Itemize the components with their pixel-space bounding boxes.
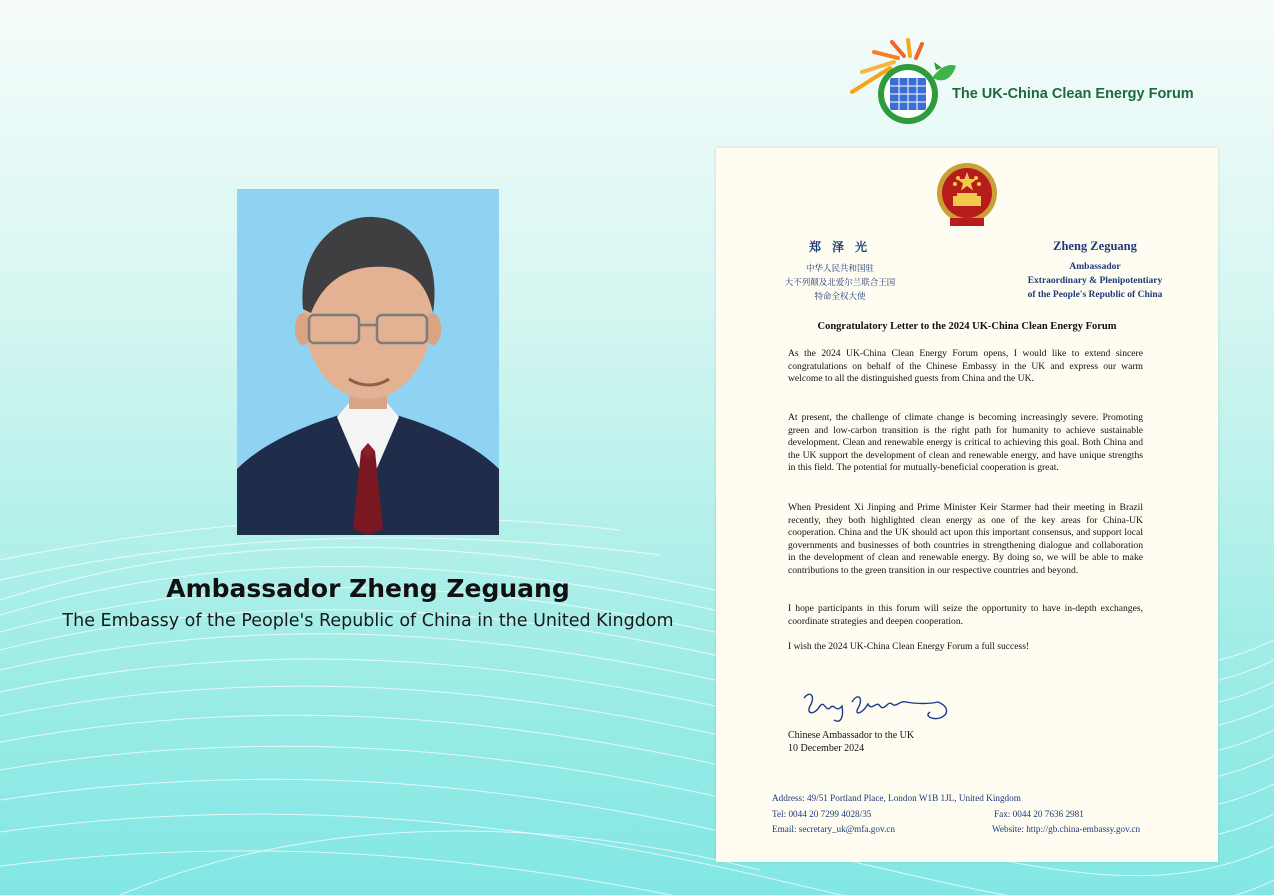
chinese-title-line: 特命全权大使 <box>814 291 866 301</box>
letter-paragraph: When President Xi Jinping and Prime Minister Keir Starmer had their meeting in Brazil recently, they both highlighted clean energy as one of the key areas for China-UK cooperation. China and the UK should act upon this important consensus, and support local governments and businesses of both countries in strengthening dialogue and collaboration in the development of clean and renewable energy. By doing so, we will be able to make contributions to the green transition in our respective countries and beyond. <box>788 502 1143 576</box>
embassy-tel: Tel: 0044 20 7299 4028/35 <box>772 809 872 819</box>
embassy-subtitle: The Embassy of the People's Republic of China in the United Kingdom <box>62 611 674 631</box>
handwritten-signature <box>800 688 958 724</box>
congratulatory-letter <box>716 148 1218 862</box>
letter-paragraph: As the 2024 UK-China Clean Energy Forum opens, I would like to extend sincere congratulations on behalf of the Chinese Embassy in the UK and express our warm welcome to all the distinguished guests from China and the UK. <box>788 348 1143 385</box>
signoff-title: Chinese Ambassador to the UK <box>788 730 915 741</box>
letter-title: Congratulatory Letter to the 2024 UK-China Clean Energy Forum <box>817 321 1117 332</box>
english-title-line: Extraordinary & Plenipotentiary <box>1027 276 1163 286</box>
chinese-title-line: 大不列颠及北爱尔兰联合王国 <box>784 277 896 287</box>
ambassador-name-heading: Ambassador Zheng Zeguang <box>166 574 570 603</box>
national-emblem-icon <box>936 162 998 228</box>
forum-title: The UK-China Clean Energy Forum <box>952 86 1194 102</box>
letter-paragraph: At present, the challenge of climate change is becoming increasingly severe. Promoting green and low-carbon transition is the right path for humanity to achieve sustainable development. Clean and renewable energy is critical to achieving this goal. Both China and the UK support the development of clean and renewable energy, and have unique strengths in this field. The potential for mutually-beneficial cooperation is great. <box>788 412 1143 474</box>
ambassador-english-name: Zheng Zeguang <box>1053 239 1137 253</box>
embassy-fax: Fax: 0044 20 7636 2981 <box>994 809 1084 819</box>
ambassador-chinese-name: 郑 泽 光 <box>808 240 871 254</box>
letter-date: 10 December 2024 <box>788 743 865 754</box>
embassy-address: Address: 49/51 Portland Place, London W1B 1JL, United Kingdom <box>772 793 1021 803</box>
letter-paragraph: I hope participants in this forum will seize the opportunity to have in-depth exchanges, coordinate strategies and deepen cooperation. <box>788 603 1143 627</box>
english-title-line: Ambassador <box>1069 262 1121 272</box>
letter-paragraph: I wish the 2024 UK-China Clean Energy Forum a full success! <box>788 641 1030 652</box>
embassy-email: Email: secretary_uk@mfa.gov.cn <box>772 824 895 834</box>
solar-panel-leaf-icon <box>846 38 958 130</box>
english-title-line: of the People's Republic of China <box>1027 290 1163 300</box>
ambassador-portrait <box>237 189 499 535</box>
chinese-title-line: 中华人民共和国驻 <box>805 263 874 273</box>
embassy-website: Website: http://gb.china-embassy.gov.cn <box>992 824 1141 834</box>
